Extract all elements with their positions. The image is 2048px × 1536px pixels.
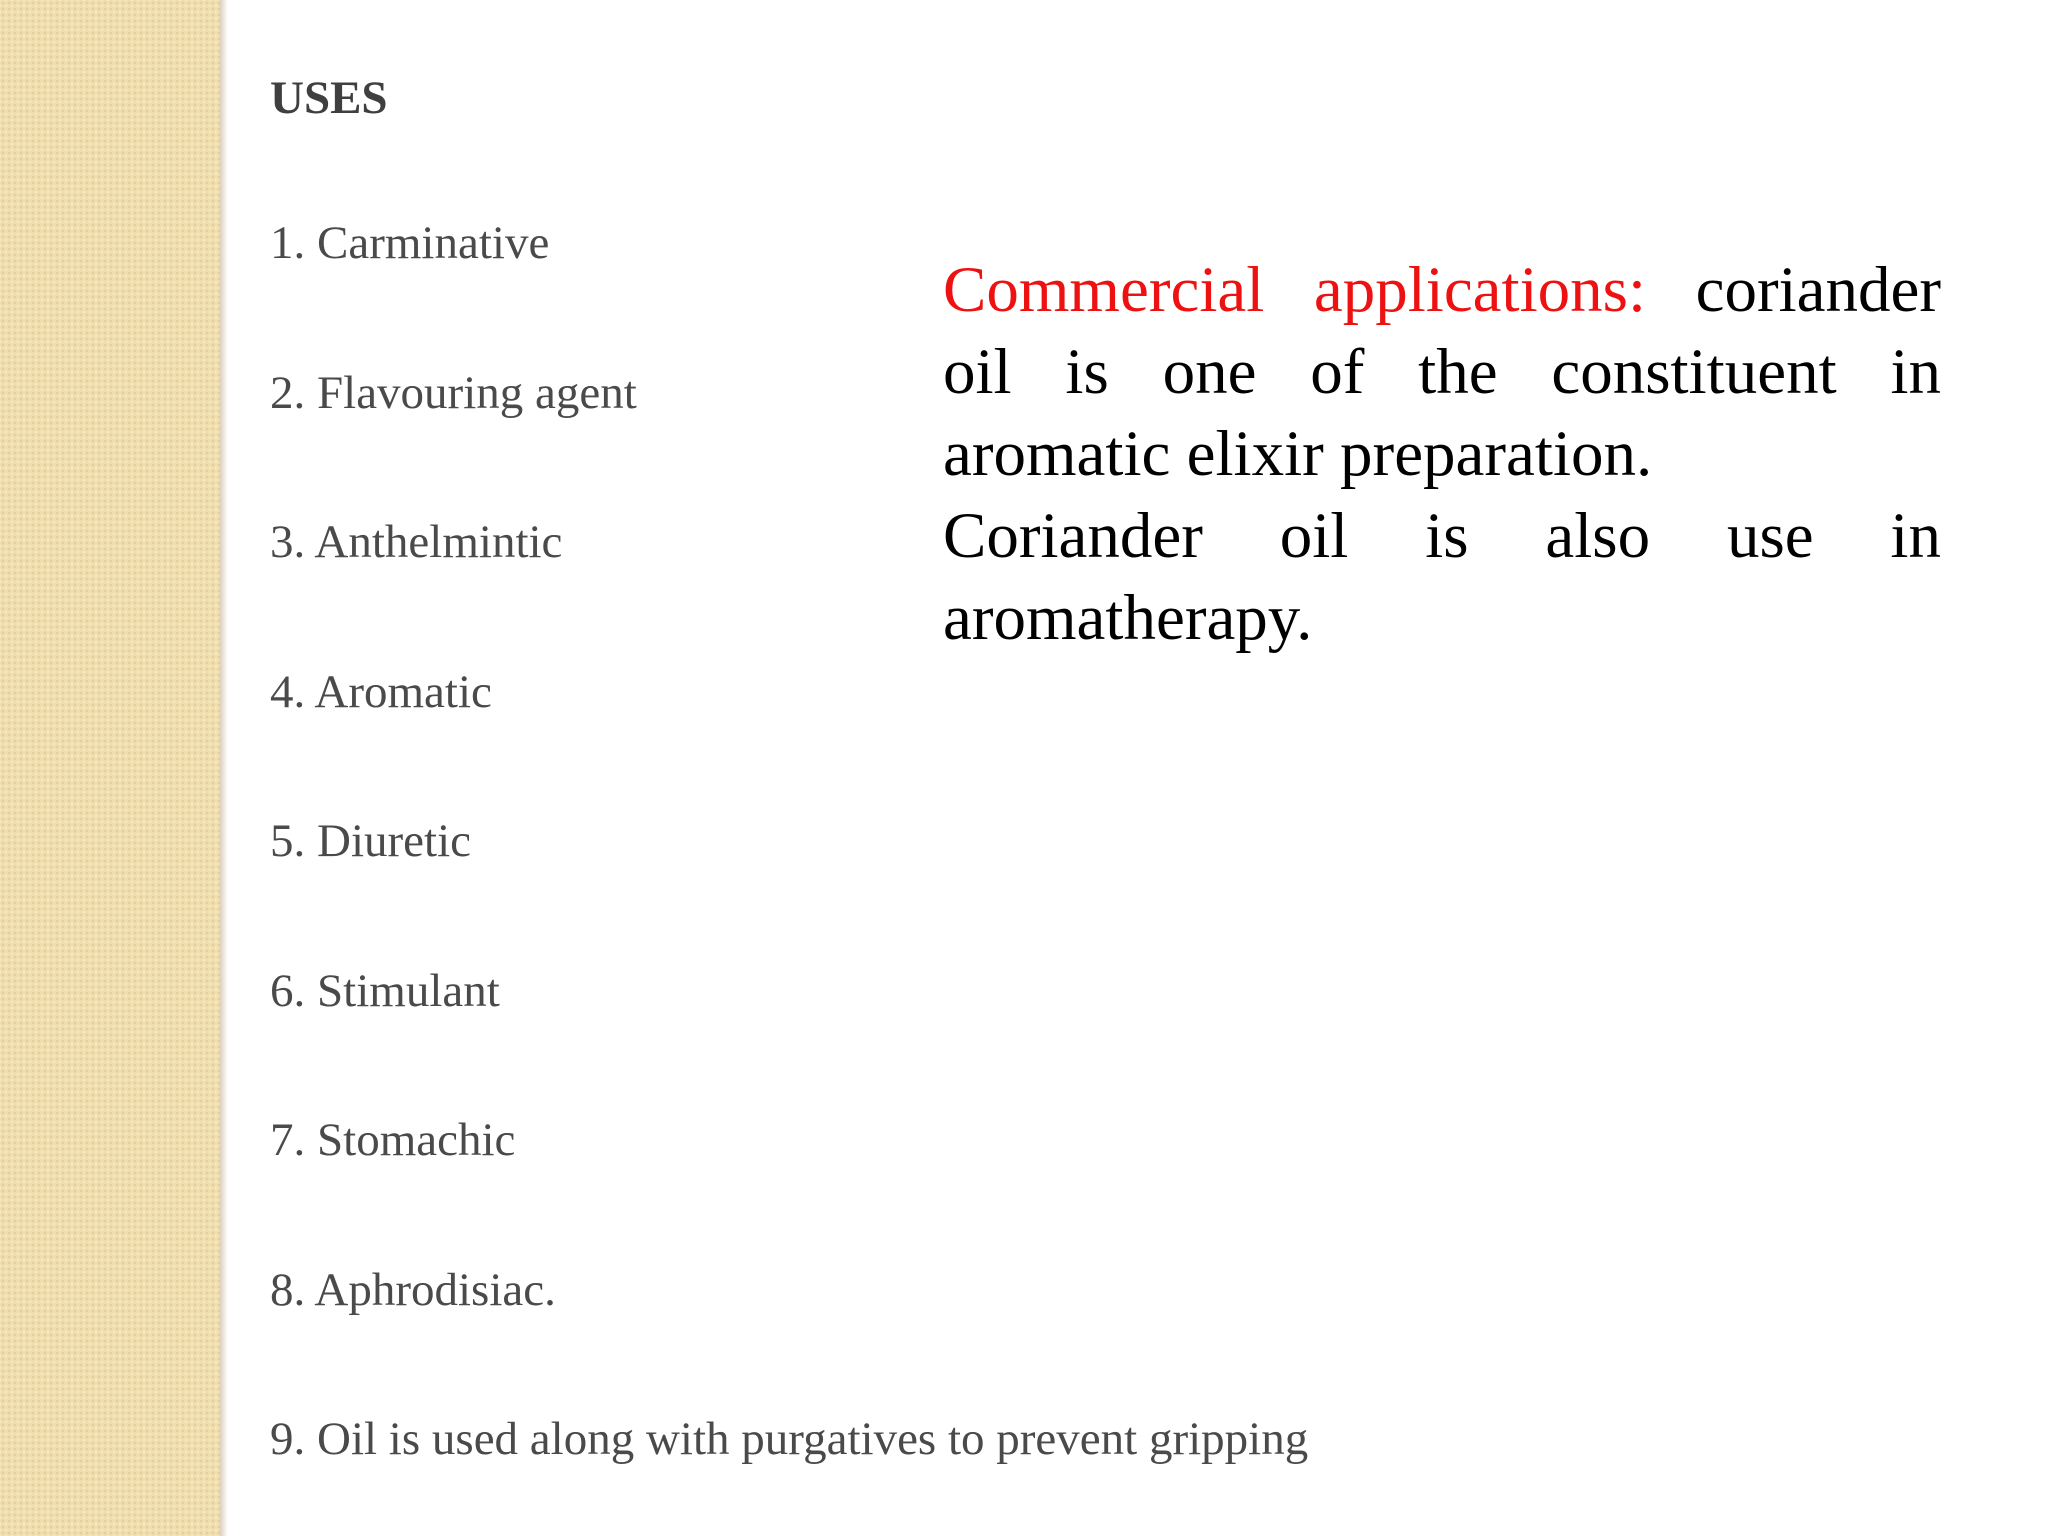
commercial-label: Commercial applications: xyxy=(943,254,1647,326)
uses-list-item: 9. Oil is used along with purgatives to prevent gripping xyxy=(270,1413,1309,1465)
side-band-edge xyxy=(220,0,228,1536)
uses-list-item: 1. Carminative xyxy=(270,217,550,269)
uses-heading: USES xyxy=(270,72,388,124)
uses-list-item: 2. Flavouring agent xyxy=(270,366,637,419)
commercial-applications-text xyxy=(943,249,1941,659)
uses-list-item: 7. Stomachic xyxy=(270,1114,516,1166)
uses-list-item: 8. Aphrodisiac. xyxy=(270,1263,556,1316)
commercial-body: coriander oil is one of the constituent in aromatic elixir preparation. xyxy=(943,254,1941,490)
commercial-paragraph xyxy=(943,249,1941,495)
decorative-side-band xyxy=(0,0,220,1536)
aromatherapy-paragraph: Coriander oil is also use in aromatherapy. xyxy=(943,500,1941,654)
uses-list-item: 6. Stimulant xyxy=(270,964,500,1017)
uses-list-item: 5. Diuretic xyxy=(270,815,471,867)
uses-list-item: 3. Anthelmintic xyxy=(270,516,563,568)
uses-list-item: 4. Aromatic xyxy=(270,665,492,718)
